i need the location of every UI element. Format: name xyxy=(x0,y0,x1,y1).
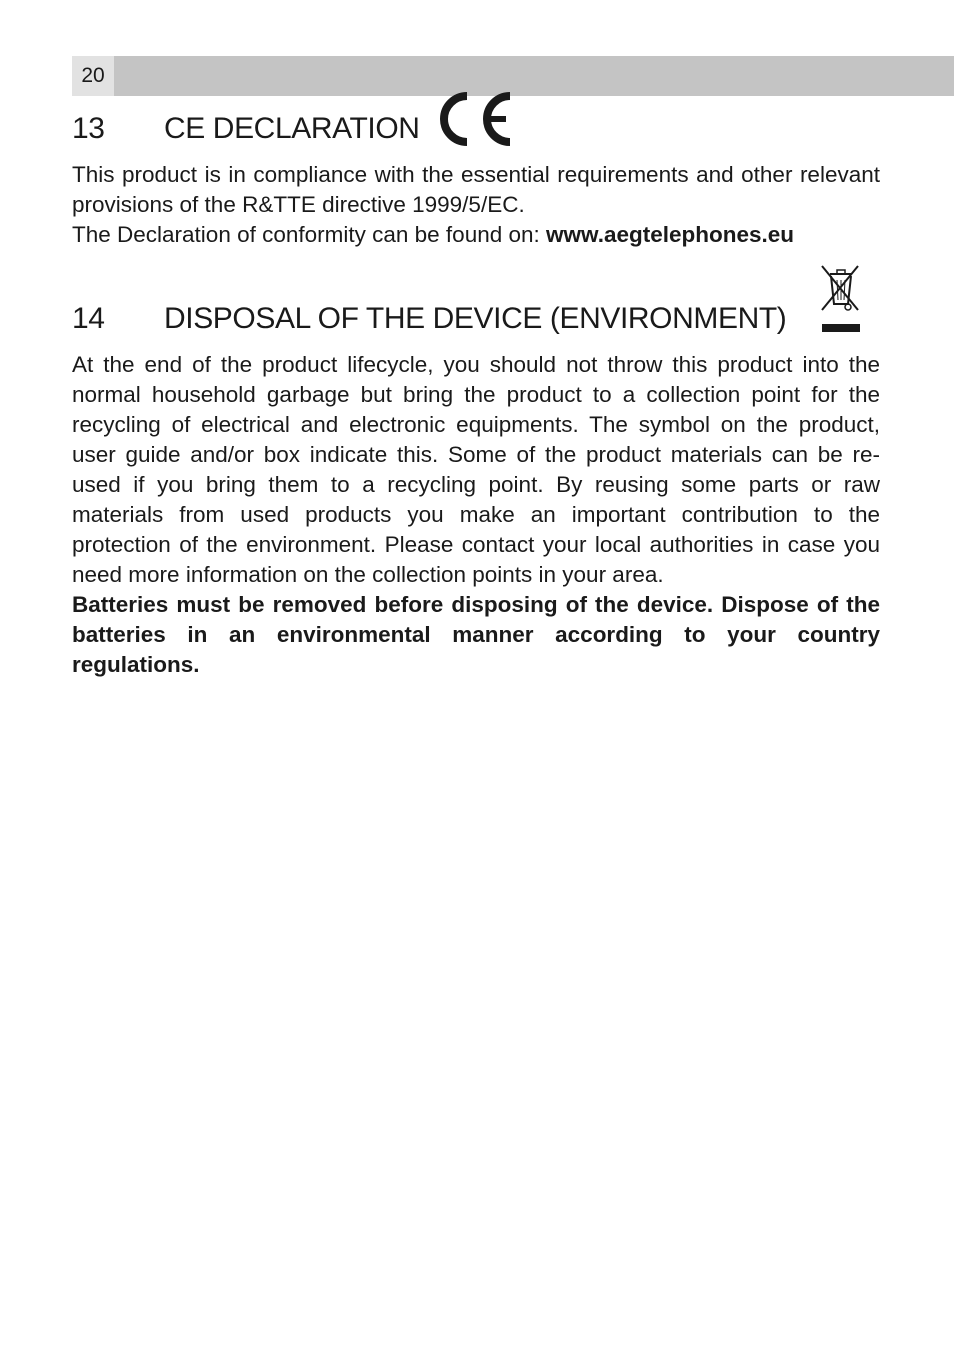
section-14-disposal-text: At the end of the product lifecycle, you should not throw this product into the normal household garbage but bring the product to a collection point for the recycling of electrical and electronic equipments. The symbol on the product, user guide and/or box indicate this. Some of the product materials can be re-used if you bring them to a recycling point. By reusing some parts or raw materials from used products you make an important contribution to the protection of the environment. Please contact your local authorities in case you need more information on the collection points in your area. xyxy=(72,352,880,587)
section-13-heading xyxy=(72,112,420,146)
crossed-out-wheelie-bin-icon xyxy=(818,262,864,334)
section-14-body xyxy=(72,350,880,680)
section-14-battery-warning: Batteries must be removed before disposing of the device. Dispose of the batteries in an environmental manner according to your country regulations. xyxy=(72,592,880,677)
section-13-number: 13 xyxy=(72,112,105,145)
page-number: 20 xyxy=(72,56,114,96)
section-14-number: 14 xyxy=(72,302,105,335)
section-14-heading xyxy=(72,302,786,336)
website-link[interactable]: www.aegtelephones.eu xyxy=(546,222,795,247)
ce-mark-icon xyxy=(434,90,516,148)
section-13-declaration-text: The Declaration of conformity can be found on: xyxy=(72,222,547,247)
section-13-title: CE DECLARATION xyxy=(164,112,420,145)
section-13-declaration-line xyxy=(72,220,880,250)
section-14-title: DISPOSAL OF THE DEVICE (ENVIRONMENT) xyxy=(164,302,787,335)
section-13-body xyxy=(72,160,880,250)
section-13-compliance-text: This product is in compliance with the essential requirements and other relevant provisions of the R&TTE directive 1999/5/EC. xyxy=(72,162,880,217)
